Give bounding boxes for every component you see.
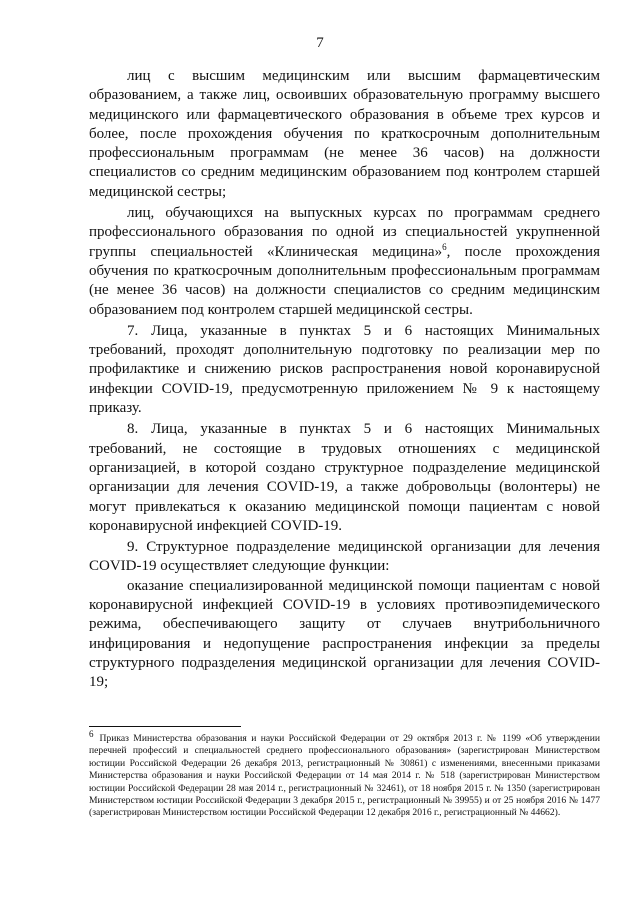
footnote-mark: 6 [89, 728, 94, 739]
paragraph-students-text-end: , после прохождения обучения по краткосрочным дополнительным профессиональным программам (не менее 36 часов) на должности специалистов со средним медицинским образованием под контролем старшей медицинской сестры. [89, 243, 600, 318]
paragraph-higher-education: лиц с высшим медицинским или высшим фармацевтическим образованием, а также лиц, освоивших образовательную программу высшего медицинского или фармацевтического образования в объеме трех курсов и более, после прохождения обучения по краткосрочным дополнительным профессиональным программам (не менее 36 часов) на должности специалистов со средним медицинским образованием под контролем старшей медицинской сестры; [89, 68, 600, 200]
paragraph-item-8: 8. Лица, указанные в пунктах 5 и 6 настоящих Минимальных требований, не состоящие в трудовых отношениях с медицинской организацией, в которой создано структурное подразделение медицинской организации для лечения COVID-19, а также добровольцы (волонтеры) не могут привлекаться к оказанию медицинской помощи пациентам с новой коронавирусной инфекцией COVID-19. [89, 421, 600, 534]
paragraph-students-text-start: лиц, обучающихся на выпускных курсах по программам среднего профессионального образования по одной из специальностей укрупненной группы специальностей «Клиническая медицина» [89, 205, 600, 260]
paragraph-function-care: оказание специализированной медицинской помощи пациентам с новой коронавирусной инфекцией COVID-19 в условиях противоэпидемического режима, обеспечивающего защиту от случаев внутрибольничного инфицирования и недопущение распространения инфекции за пределы структурного подразделения медицинской организации для лечения COVID-19; [89, 577, 600, 691]
paragraph-students [89, 204, 600, 320]
footnote-text: Приказ Министерства образования и науки Российской Федерации от 29 октября 2013 г. № 1199 «Об утверждении перечней профессий и специальностей среднего профессионального образования» (зарегистрирован Министерством юстиции Российской Федерации 26 декабря 2013, регистрационный № 30861) с изменениями, внесенными приказами Министерства образования и науки Российской Федерации от 14 мая 2014 г. № 518 (зарегистрирован Министерством юстиции Российской Федерации 28 мая 2014 г., регистрационный № 32461), от 18 ноября 2015 г. № 1350 (зарегистрирован Министерством юстиции Российской Федерации 3 декабря 2015 г., регистрационный № 39955) и от 25 ноября 2016 № 1477 (зарегистрирован Министерством юстиции Российской Федерации 12 декабря 2016 г., регистрационный № 44662). [89, 733, 600, 819]
page-number: 7 [316, 35, 324, 51]
paragraph-item-9: 9. Структурное подразделение медицинской организации для лечения COVID-19 осуществляет следующие функции: [89, 539, 600, 575]
paragraph-item-7: 7. Лица, указанные в пунктах 5 и 6 настоящих Минимальных требований, проходят дополнительную подготовку по реализации мер по профилактике и снижению рисков распространения новой коронавирусной инфекции COVID-19, предусмотренную приложением № 9 к настоящему приказу. [89, 322, 600, 417]
footnote-divider [89, 726, 241, 727]
footnote-reference: 6 [442, 241, 447, 252]
footnote [89, 728, 600, 820]
document-body [89, 67, 600, 693]
